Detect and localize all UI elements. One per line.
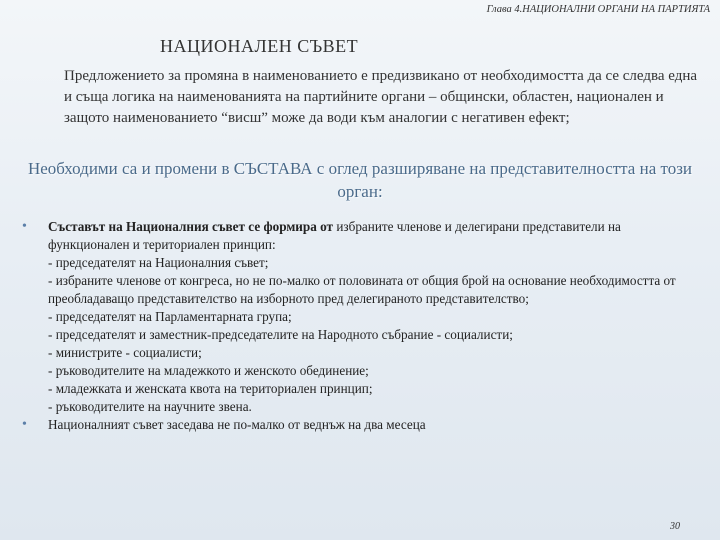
intro-paragraph: Предложението за промяна в наименованието е предизвикано от необходимостта да се следва една и съща логика на наименованията на партийните органи – общински, областен, национален и защото наименованието “висш” може да води към аналогии с негативен ефект; — [64, 68, 698, 126]
bullet-icon: • — [22, 417, 27, 432]
sub-item: - председателят и заместник-председателите на Народното събрание - социалисти; — [48, 327, 513, 342]
page-number: 30 — [670, 521, 680, 532]
bullet-lead-text: избраните членове и делегирани представители на функционален и териториален принцип: — [48, 219, 621, 252]
list-item — [22, 416, 702, 434]
slide-title: НАЦИОНАЛЕН СЪВЕТ — [160, 36, 359, 56]
bullet-icon: • — [22, 219, 27, 234]
sub-item: - ръководителите на младежкото и женското обединение; — [48, 363, 369, 378]
bullet-list — [22, 218, 702, 434]
bullet-text: Националният съвет заседава не по-малко от веднъж на два месеца — [48, 417, 426, 432]
highlight-statement: Необходими са и промени в СЪСТАВА с оглед разширяване на представителността на този орган: — [27, 159, 693, 201]
sub-item: - младежката и женската квота на териториален принцип; — [48, 381, 373, 396]
sub-item: - председателят на Парламентарната група; — [48, 309, 292, 324]
sub-item: - избраните членове от конгреса, но не по-малко от половината от общия брой на основание необходимостта от преобладаващо представителство на изборното пред делегираното представителство; — [48, 273, 676, 306]
sub-item: - министрите - социалисти; — [48, 345, 202, 360]
bullet-lead-bold: Съставът на Националния съвет се формира от — [48, 219, 334, 234]
sub-item: - председателят на Националния съвет; — [48, 255, 269, 270]
sub-item: - ръководителите на научните звена. — [48, 399, 252, 414]
list-item — [22, 218, 702, 416]
running-header: Глава 4.НАЦИОНАЛНИ ОРГАНИ НА ПАРТИЯТА — [486, 4, 710, 15]
